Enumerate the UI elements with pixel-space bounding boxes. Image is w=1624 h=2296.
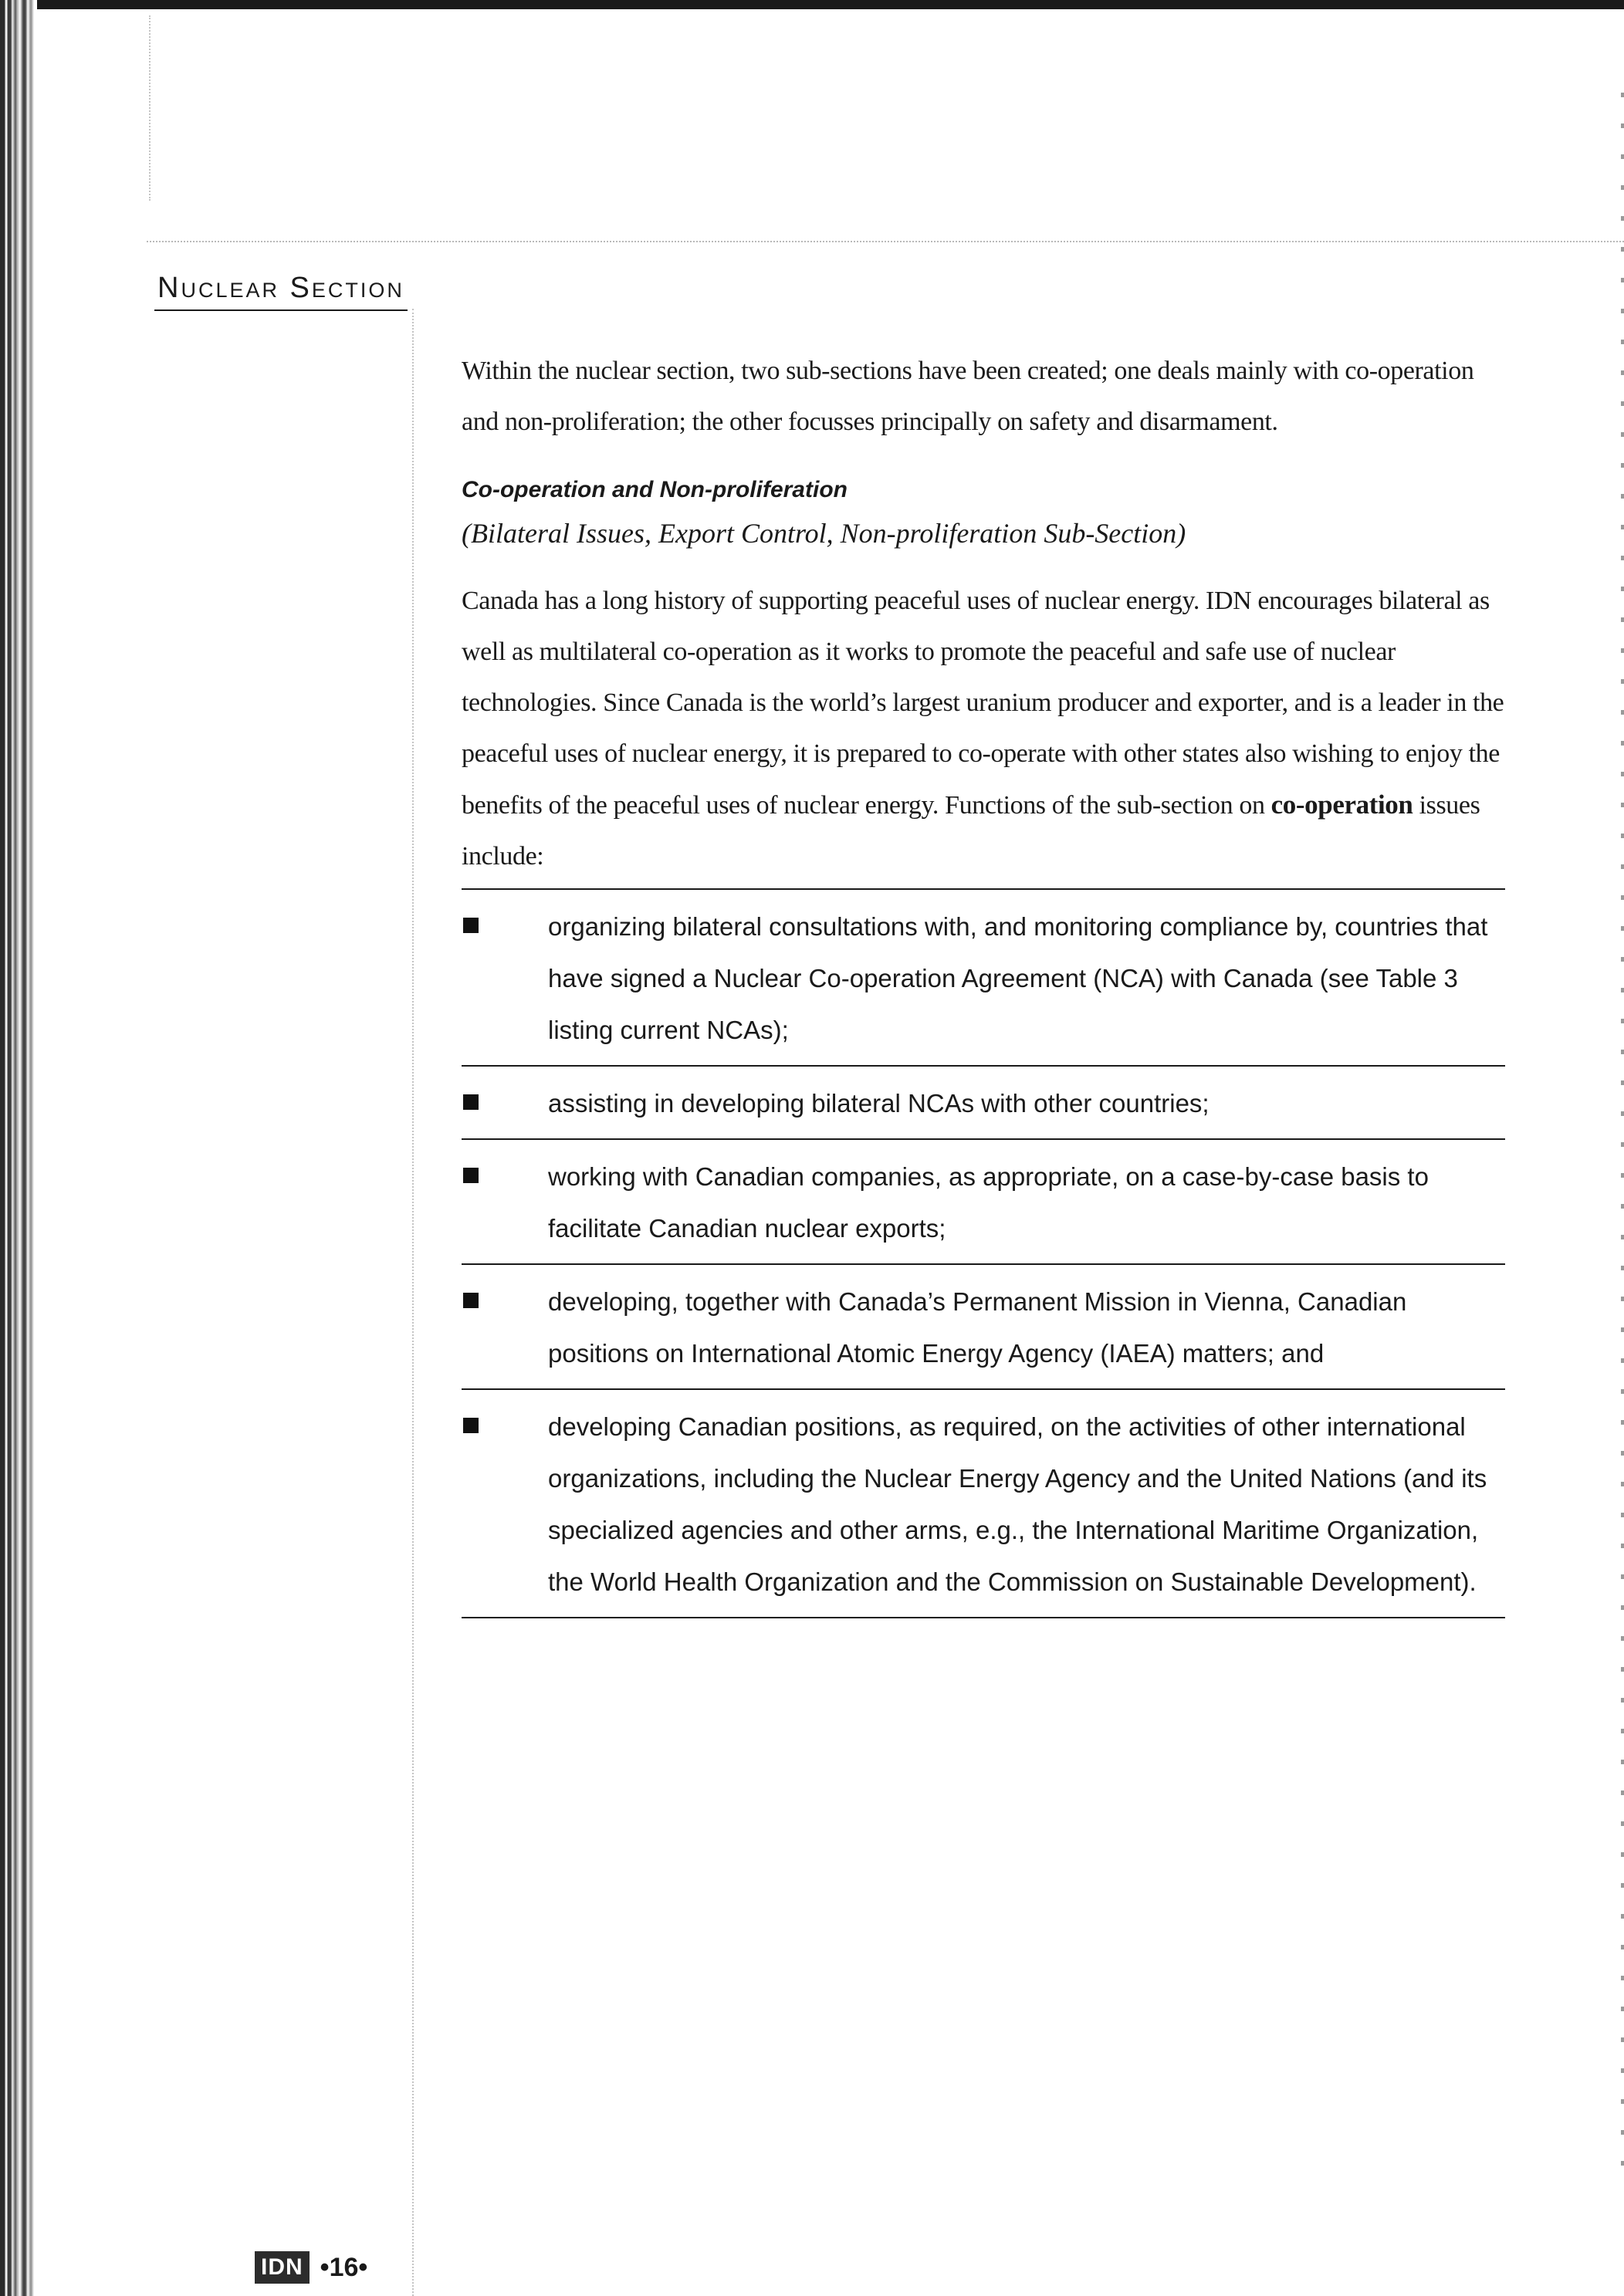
list-item bbox=[462, 1067, 1505, 1140]
subsection-title: Co-operation and Non-proliferation bbox=[462, 477, 848, 502]
guide-line-vertical-top bbox=[149, 15, 151, 201]
square-bullet-icon bbox=[463, 918, 479, 933]
main-content bbox=[462, 346, 1505, 1618]
guide-line-horizontal bbox=[147, 241, 1624, 242]
idn-logo: IDN bbox=[255, 2251, 310, 2284]
list-item-text: developing Canadian positions, as required, on the activities of other international organizations, including the Nuclear Energy Agency and the United Nations (and its specialized agencies and other arms, e.g., the International Maritime Organization, the World Health Organization and the Commission on Sustainable Development). bbox=[548, 1412, 1487, 1596]
list-item-text: developing, together with Canada’s Permanent Mission in Vienna, Canadian positions on International Atomic Energy Agency (IAEA) matters; and bbox=[548, 1287, 1407, 1368]
page-footer bbox=[255, 2252, 367, 2283]
scan-right-edge bbox=[1621, 93, 1624, 2176]
page-number: •16• bbox=[320, 2252, 368, 2282]
square-bullet-icon bbox=[463, 1293, 479, 1308]
scan-top-edge bbox=[0, 0, 1624, 9]
functions-list bbox=[462, 888, 1505, 1618]
list-item bbox=[462, 1390, 1505, 1618]
body-paragraph bbox=[462, 576, 1505, 882]
guide-line-column bbox=[412, 309, 414, 2296]
list-item bbox=[462, 890, 1505, 1067]
list-item bbox=[462, 1140, 1505, 1265]
scan-binding-edge bbox=[0, 0, 37, 2296]
square-bullet-icon bbox=[463, 1094, 479, 1110]
intro-paragraph: Within the nuclear section, two sub-sections have been created; one deals mainly with co-operation and non-proliferation; the other focusses principally on safety and disarmament. bbox=[462, 357, 1474, 436]
square-bullet-icon bbox=[463, 1418, 479, 1433]
body-text: Canada has a long history of supporting peaceful uses of nuclear energy. IDN encourages bilateral as well as multilateral co-operation as it works to promote the peaceful and safe use of nuclear technologies. Since Canada is the world’s largest uranium producer and exporter, and is a leader in the peaceful uses of nuclear energy, it is prepared to co-operate with other states also wishing to enjoy the benefits of the peaceful uses of nuclear energy. Functions of the sub-section on bbox=[462, 587, 1504, 820]
list-item bbox=[462, 1265, 1505, 1390]
list-item-text: organizing bilateral consultations with, and monitoring compliance by, countries that have signed a Nuclear Co-operation Agreement (NCA) with Canada (see Table 3 listing current NCAs); bbox=[548, 912, 1488, 1044]
list-item-text: working with Canadian companies, as appropriate, on a case-by-case basis to facilitate Canadian nuclear exports; bbox=[548, 1162, 1429, 1243]
square-bullet-icon bbox=[463, 1168, 479, 1183]
list-item-text: assisting in developing bilateral NCAs with other countries; bbox=[548, 1089, 1210, 1118]
section-heading: Nuclear Section bbox=[154, 272, 408, 311]
body-tail: issues include: bbox=[462, 791, 1480, 871]
body-term: co-operation bbox=[1270, 790, 1413, 820]
subsection-subtitle: (Bilateral Issues, Export Control, Non-proliferation Sub-Section) bbox=[462, 518, 1186, 549]
